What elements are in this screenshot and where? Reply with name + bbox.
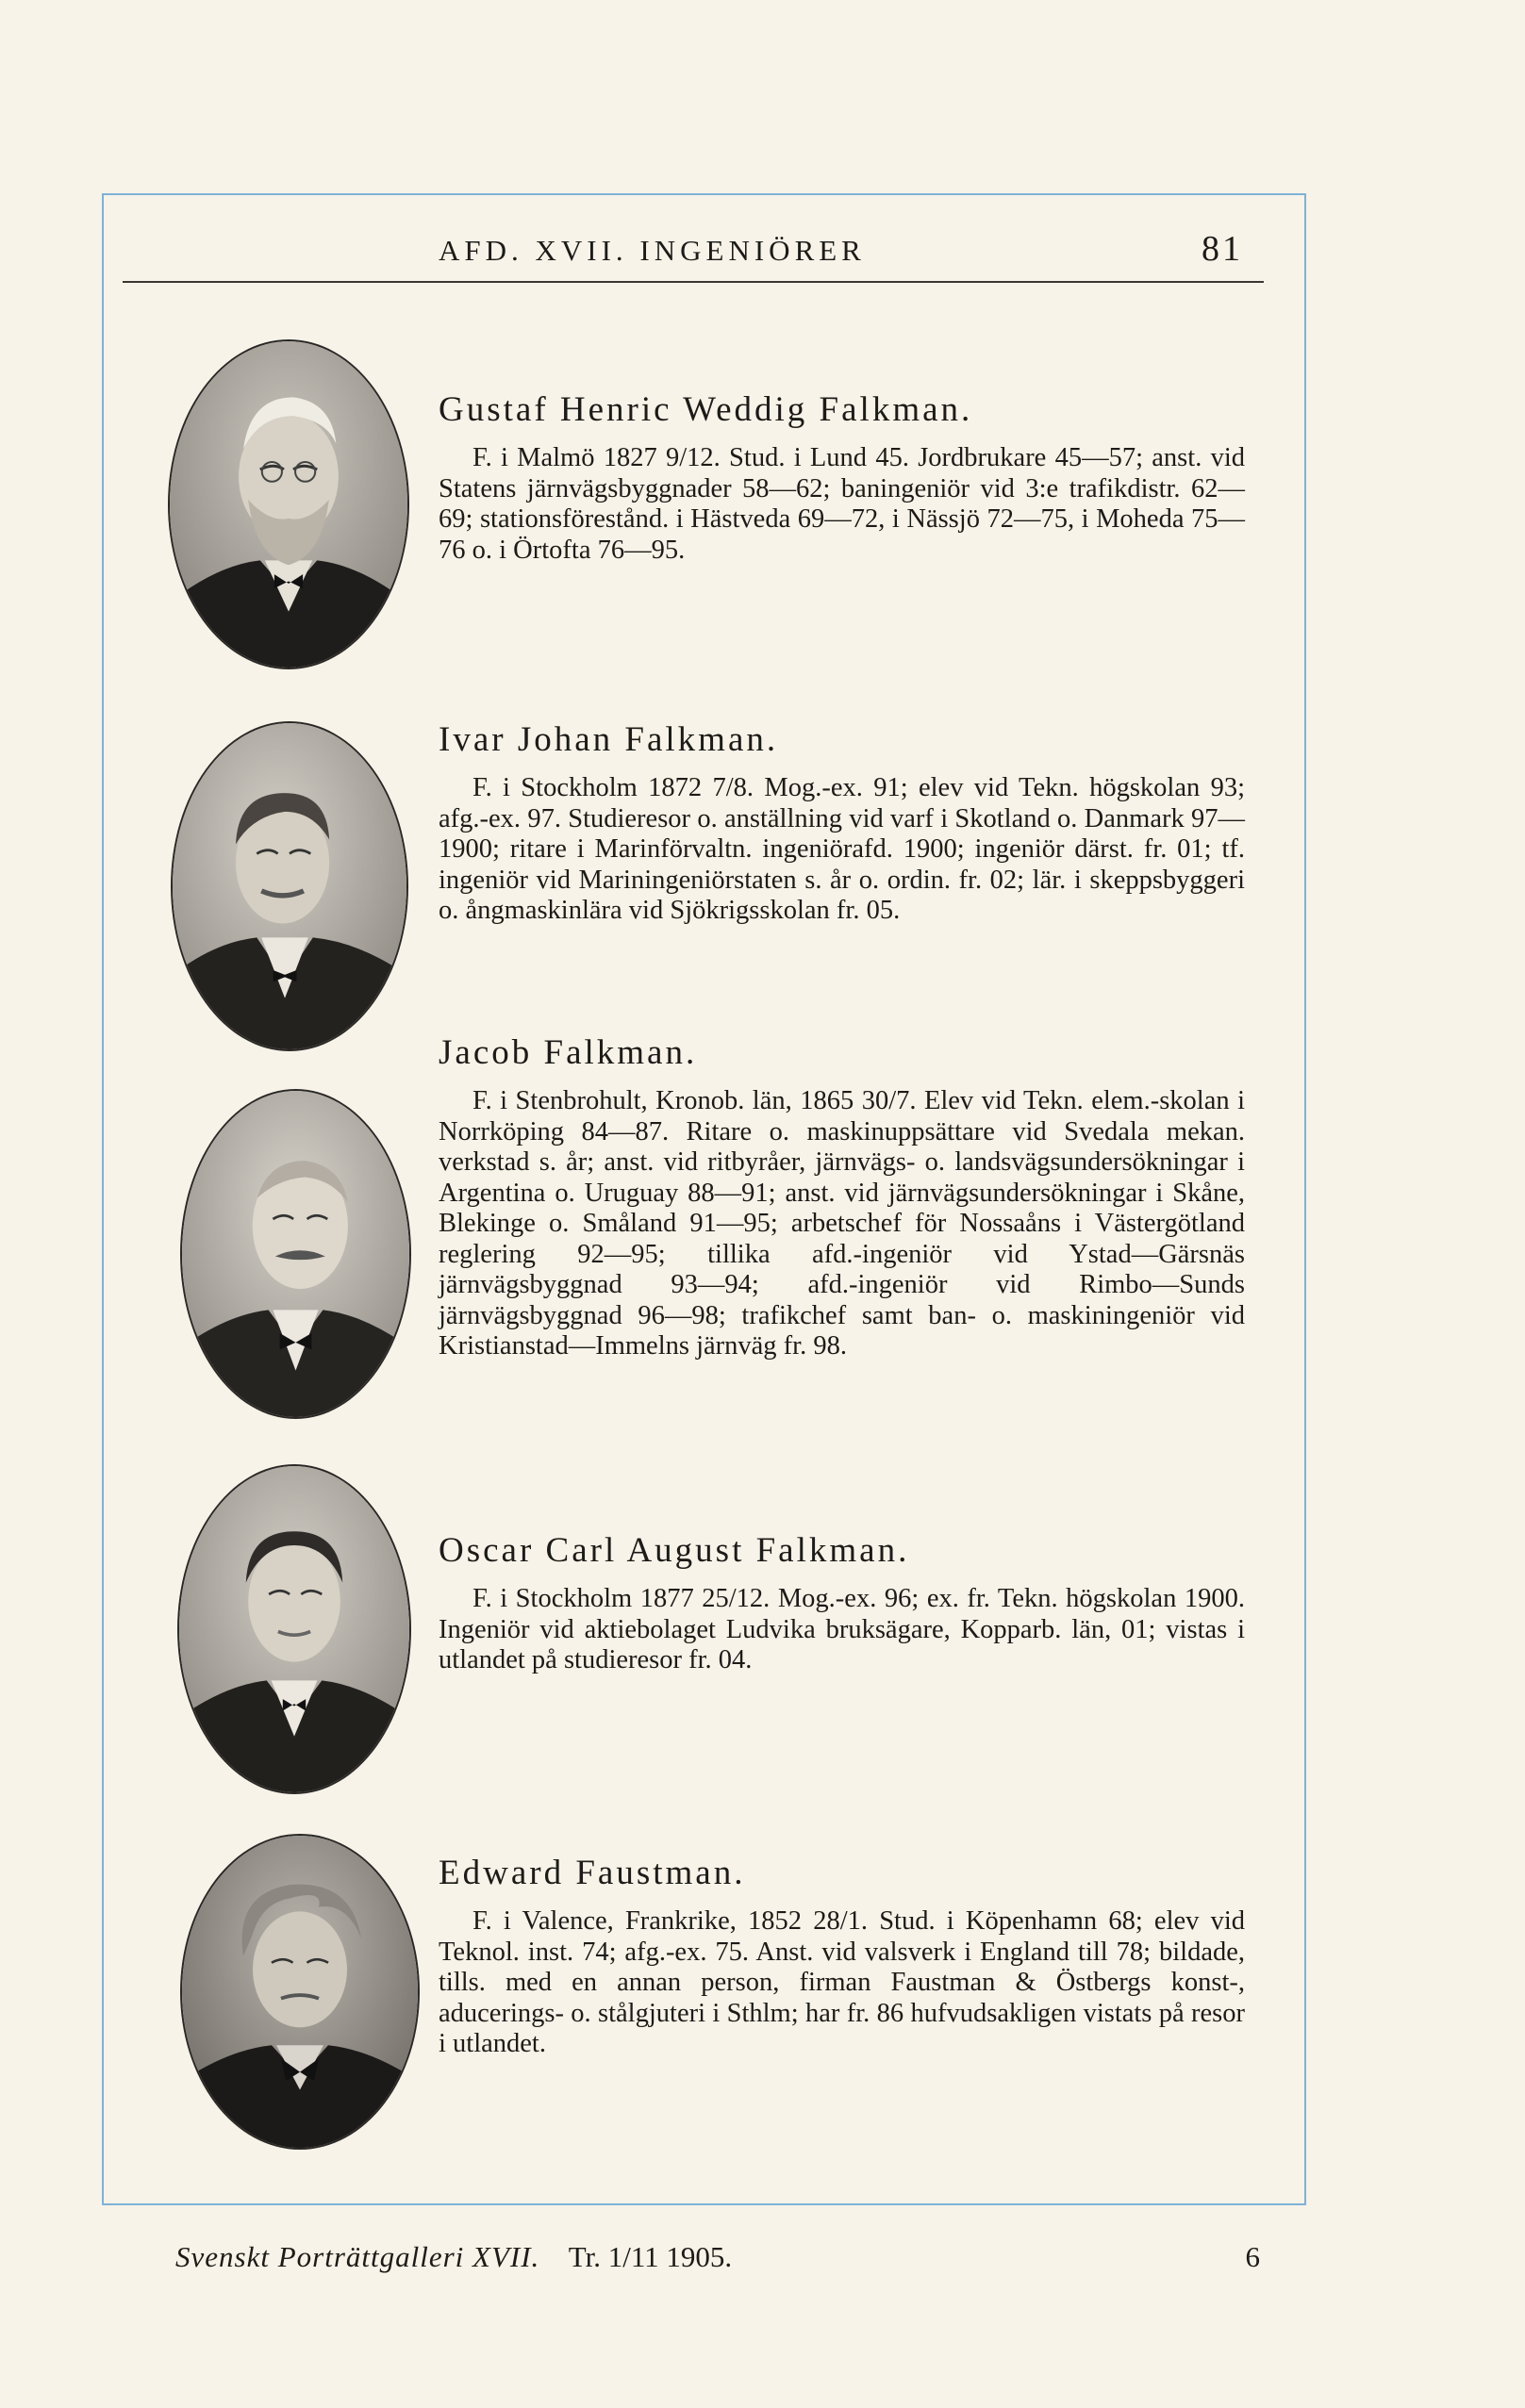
portrait-oscar-falkman [177,1464,411,1794]
entry-oscar-carl-august-falkman [439,1530,1245,1676]
entry-gustaf-henric-weddig-falkman [439,389,1245,566]
portrait-ivar-falkman [171,721,408,1051]
entry-biography: F. i Valence, Frankrike, 1852 28/1. Stud. i Köpenhamn 68; elev vid Teknol. inst. 74; afg.-ex. 75. Anst. vid valsverk i England till 78; bildade, tills. med en annan person, firman Faustman & Östbergs konst-, aducerings- o. stålgjuteri i Sthlm; har fr. 86 hufvudsakligen vistats på resor i utlandet. [439,1906,1245,2058]
entry-biography: F. i Stenbrohult, Kronob. län, 1865 30/7. Elev vid Tekn. elem.-skolan i Norrköping 84—87. Ritare o. maskinuppsättare vid Svedala mekan. verkstad s. år; anst. vid ritbyråer, järnvägs- o. landsvägsundersökningar i Argentina o. Uruguay 88—91; anst. vid järnvägsundersökningar i Skåne, Blekinge o. Småland 91—95; arbetschef för Nossaåns i Västergötland reglering 92—95; tillika afd.-ingeniör vid Ystad—Gärsnäs järnvägsbyggnad 93—94; afd.-ingeniör vid Rimbo—Sunds järnvägsbyggnad 96—98; trafikchef samt ban- o. maskiningeniör vid Kristianstad—Immelns järnväg fr. 98. [439,1086,1245,1361]
entry-name: Edward Faustman. [439,1854,746,1892]
entry-jacob-falkman [439,1032,1245,1362]
running-head [123,228,1264,283]
entry-name: Jacob Falkman. [439,1033,698,1072]
entry-biography: F. i Stockholm 1877 25/12. Mog.-ex. 96; ex. fr. Tekn. högskolan 1900. Ingeniör vid aktiebolaget Ludvika bruksägare, Kopparb. län, 01; vistas i utlandet på studieresor fr. 04. [439,1584,1245,1674]
entry-name: Ivar Johan Falkman. [439,720,779,759]
portrait-jacob-falkman [180,1089,411,1419]
sheet-signature: 6 [1245,2240,1260,2273]
entry-name: Oscar Carl August Falkman. [439,1531,910,1570]
publication-title: Svenskt Porträttgalleri XVII. [175,2240,540,2273]
page-footer [175,2240,1260,2287]
issue-date: Tr. 1/11 1905. [568,2240,733,2273]
entry-name: Gustaf Henric Weddig Falkman. [439,390,973,429]
entry-edward-faustman [439,1853,1245,2060]
portrait-gustaf-falkman [168,339,409,669]
footer-citation [175,2240,732,2274]
portrait-edward-faustman [180,1834,420,2150]
entry-ivar-johan-falkman [439,719,1245,927]
page-number: 81 [1202,229,1243,269]
entry-biography: F. i Stockholm 1872 7/8. Mog.-ex. 91; elev vid Tekn. högskolan 93; afg.-ex. 97. Studieresor o. anställning vid varf i Skotland o. Danmark 97—1900; ritare i Marinförvaltn. ingeniörafd. 1900; ingeniör därst. fr. 01; tf. ingeniör vid Mariningeniörstaten s. år o. ordin. fr. 02; lär. i skeppsbyggeri o. ångmaskinlära vid Sjökrigsskolan fr. 05. [439,773,1245,925]
running-title: AFD. XVII. INGENIÖRER [439,234,866,267]
entry-biography: F. i Malmö 1827 9/12. Stud. i Lund 45. Jordbrukare 45—57; anst. vid Statens järnvägsbyggnader 58—62; baningeniör vid 3:e trafikdistr. 62—69; stationsförestånd. i Hästveda 69—72, i Nässjö 72—75, i Moheda 75—76 o. i Örtofta 76—95. [439,443,1245,565]
